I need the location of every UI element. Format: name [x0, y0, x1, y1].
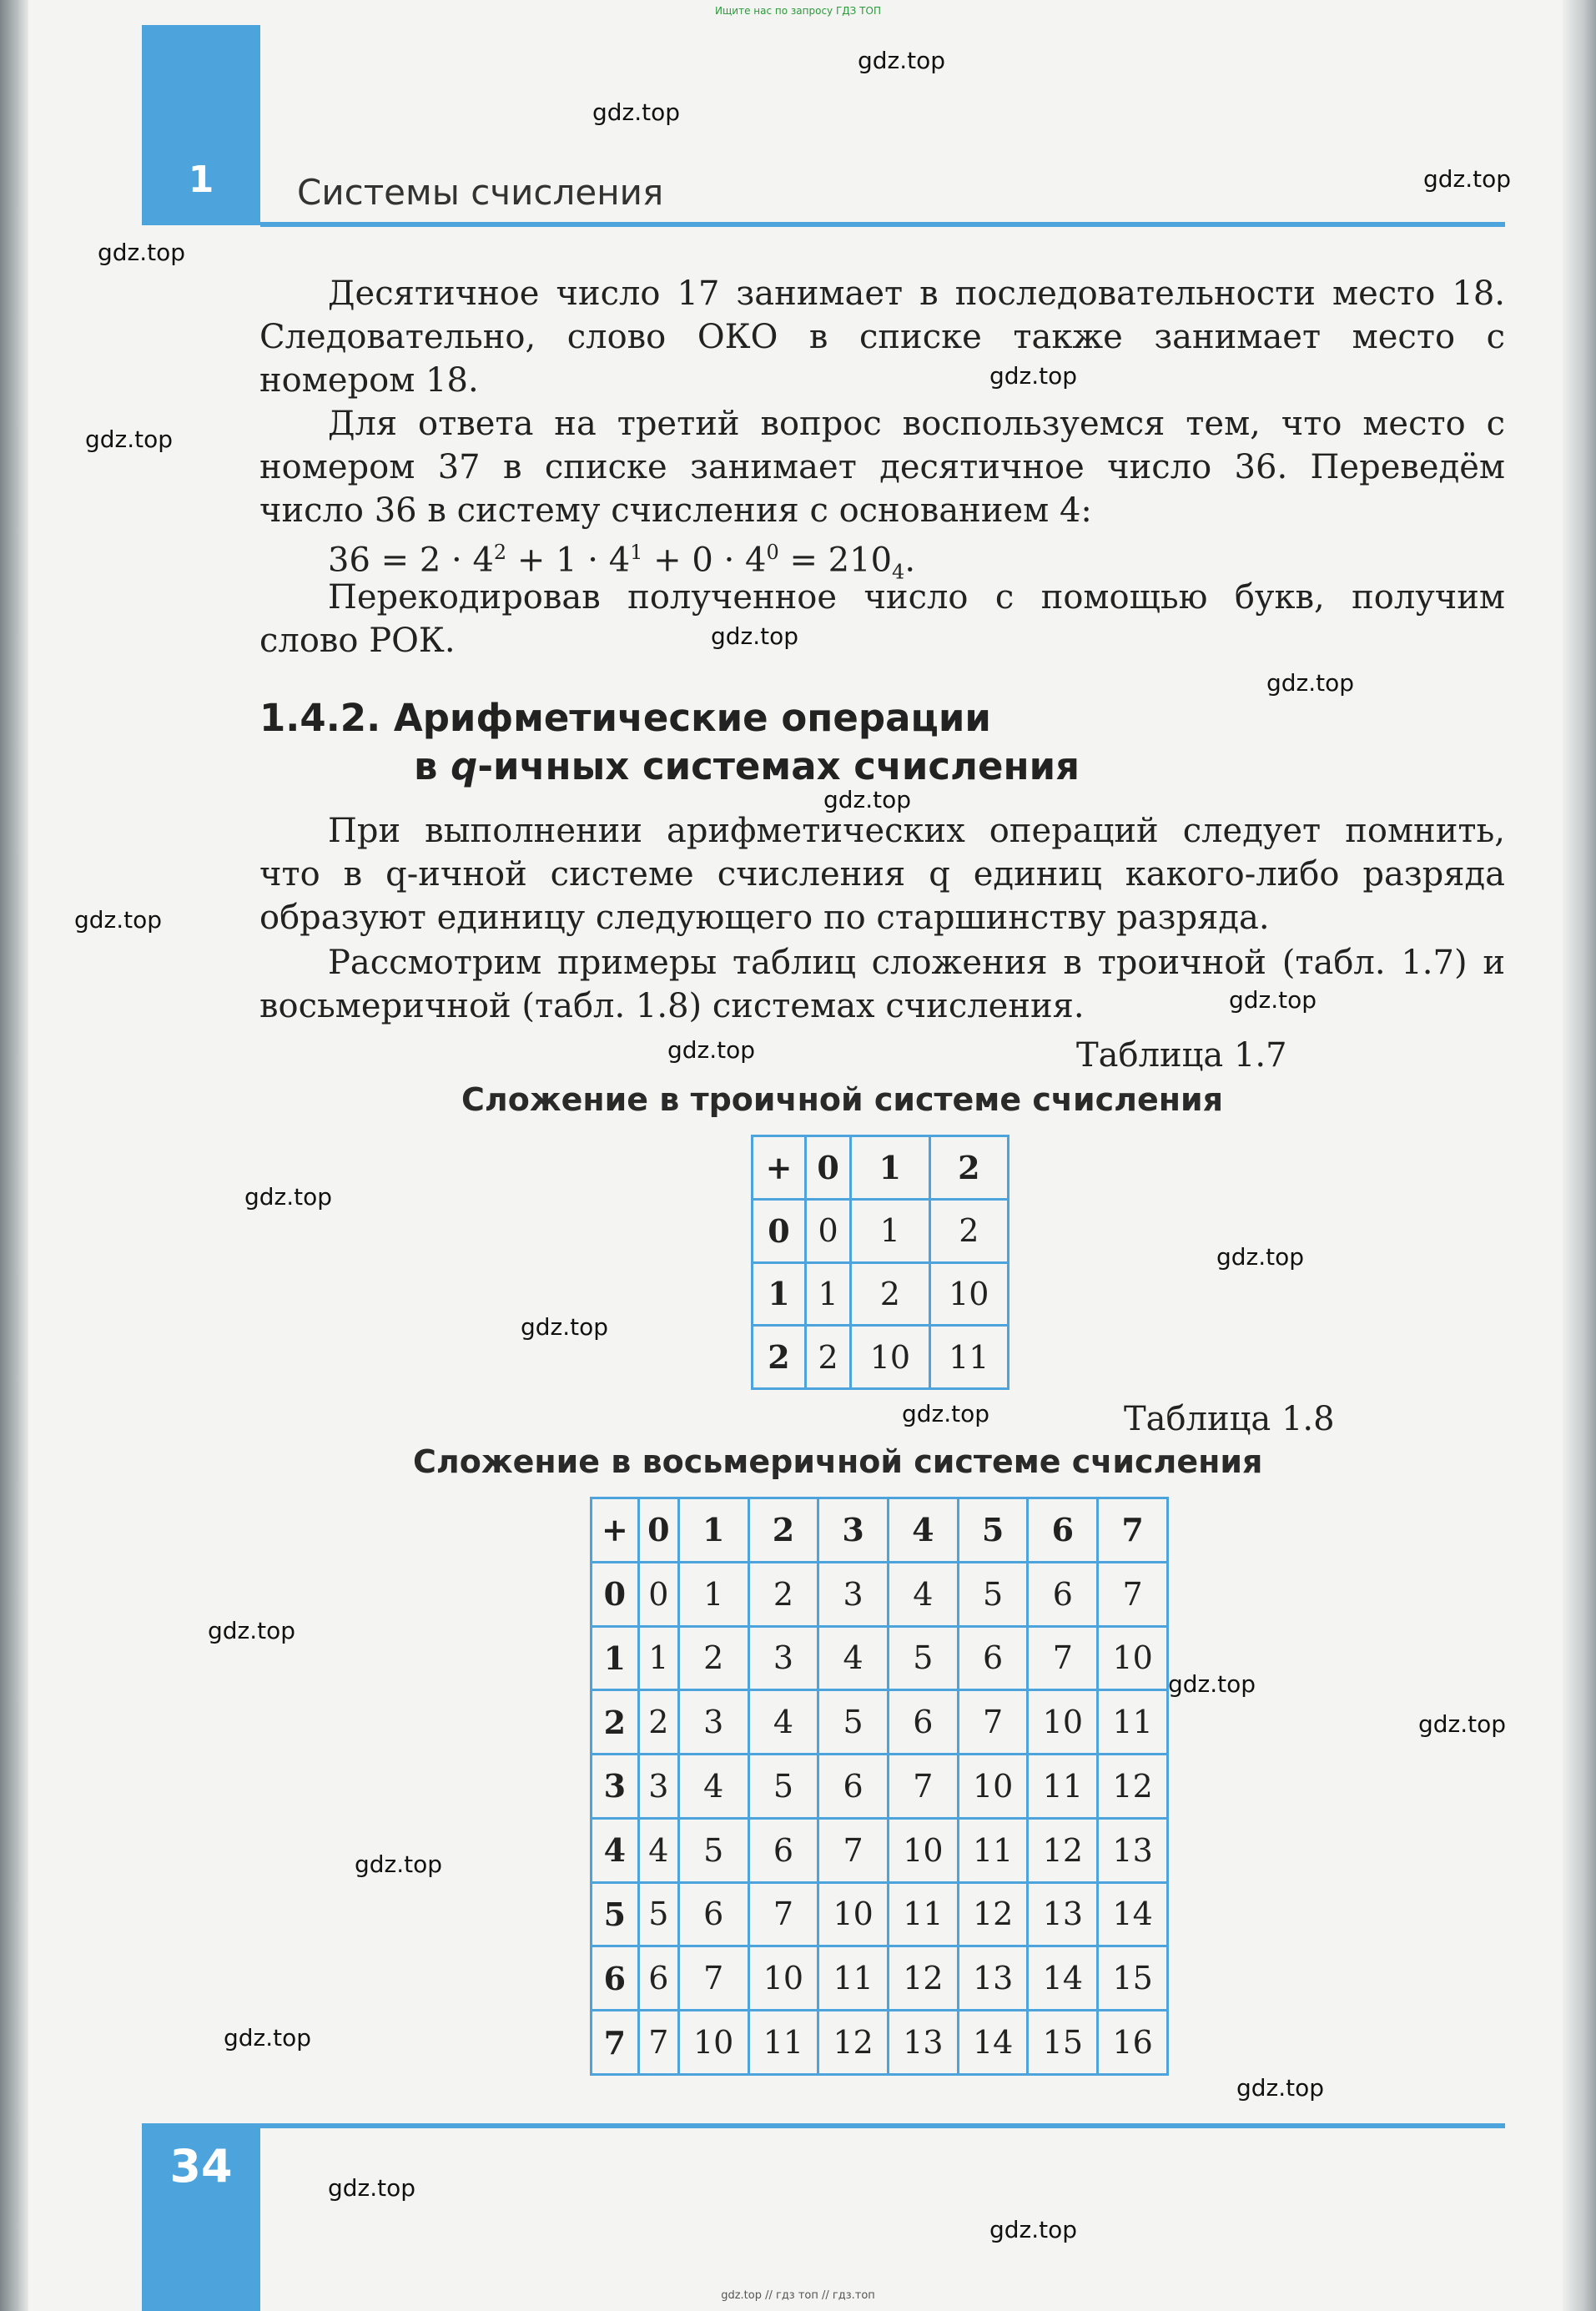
table-header-cell: 0	[638, 1498, 678, 1563]
watermark-label: gdz.top	[858, 47, 946, 74]
table-cell: 11	[1098, 1690, 1168, 1755]
table-cell: 7	[1028, 1626, 1098, 1690]
table-cell: 15	[1028, 2011, 1098, 2075]
table-row	[592, 1946, 1168, 2011]
table-cell: 10	[929, 1262, 1008, 1326]
table-cell: 4	[678, 1755, 748, 1819]
table-row-header-cell: 7	[592, 2011, 639, 2075]
table-cell: 7	[818, 1818, 889, 1882]
table-row	[592, 1882, 1168, 1946]
watermark-label: gdz.top	[1168, 1670, 1256, 1698]
running-header-title: Системы счисления	[297, 172, 664, 213]
table-row	[753, 1326, 1009, 1389]
table-cell: 3	[818, 1562, 889, 1626]
table-header-cell: 1	[678, 1498, 748, 1563]
top-watermark: Ищите нас по запросу ГДЗ ТОП	[715, 5, 881, 17]
watermark-label: gdz.top	[74, 906, 163, 934]
table-row-header-cell: 4	[592, 1818, 639, 1882]
table-cell: 6	[958, 1626, 1028, 1690]
table-header-cell: 4	[889, 1498, 959, 1563]
table-cell: 10	[748, 1946, 818, 2011]
watermark-label: gdz.top	[711, 622, 799, 650]
table-cell: 7	[748, 1882, 818, 1946]
table-cell: 10	[851, 1326, 929, 1389]
table-cell: 1	[851, 1199, 929, 1262]
table-cell: 10	[958, 1755, 1028, 1819]
table-row	[592, 1690, 1168, 1755]
table-cell: 1	[806, 1262, 851, 1326]
table-cell: 7	[958, 1690, 1028, 1755]
table-cell: 14	[1098, 1882, 1168, 1946]
table-row-header-cell: 5	[592, 1882, 639, 1946]
page-binding-shadow	[0, 0, 28, 2311]
table-cell: 11	[958, 1818, 1028, 1882]
table-header-cell: +	[592, 1498, 639, 1563]
table-cell: 14	[1028, 1946, 1098, 2011]
table-cell: 14	[958, 2011, 1028, 2075]
page-edge-shadow	[1563, 0, 1596, 2311]
table-row-header-cell: 1	[592, 1626, 639, 1690]
table-cell: 12	[818, 2011, 889, 2075]
table-cell: 4	[818, 1626, 889, 1690]
watermark-label: gdz.top	[1216, 1243, 1305, 1271]
table-cell: 5	[818, 1690, 889, 1755]
table-cell: 1	[678, 1562, 748, 1626]
table-cell: 2	[678, 1626, 748, 1690]
chapter-tab	[142, 25, 260, 225]
watermark-label: gdz.top	[328, 2174, 416, 2202]
table-cell: 2	[638, 1690, 678, 1755]
watermark-label: gdz.top	[521, 1313, 609, 1341]
table-cell: 6	[818, 1755, 889, 1819]
table-row-header-cell: 2	[753, 1326, 806, 1389]
table-row-header-cell: 1	[753, 1262, 806, 1326]
table-cell: 6	[748, 1818, 818, 1882]
table-cell: 16	[1098, 2011, 1168, 2075]
watermark-label: gdz.top	[823, 786, 912, 813]
table-header-cell: 1	[851, 1136, 929, 1200]
table-cell: 10	[1098, 1626, 1168, 1690]
table-row-header-cell: 0	[753, 1199, 806, 1262]
table-cell: 10	[678, 2011, 748, 2075]
table-cell: 6	[678, 1882, 748, 1946]
table-cell: 2	[748, 1562, 818, 1626]
table-cell: 7	[889, 1755, 959, 1819]
ternary-addition-table	[751, 1135, 1009, 1390]
table-header-cell: 7	[1098, 1498, 1168, 1563]
table-2-title: Сложение в восьмеричной системе счисления	[413, 1443, 1263, 1480]
page-number: 34	[169, 2140, 233, 2193]
table-header-cell: 0	[806, 1136, 851, 1200]
table-header-cell: 5	[958, 1498, 1028, 1563]
table-header-cell: 3	[818, 1498, 889, 1563]
table-cell: 3	[678, 1690, 748, 1755]
paragraph-1: Десятичное число 17 занимает в последовательности место 18. Следовательно, слово ОКО в списке также занимает место с номером 18.	[259, 274, 1505, 400]
table-row	[592, 1626, 1168, 1690]
page-number-tab	[142, 2123, 260, 2311]
table-cell: 10	[889, 1818, 959, 1882]
table-header-cell: 2	[929, 1136, 1008, 1200]
paragraph-4: При выполнении арифметических операций следует помнить, что в q-ичной системе счисления q единиц какого-либо разряда образуют единицу следующего по старшинству разряда.	[259, 812, 1505, 937]
table-cell: 2	[929, 1199, 1008, 1262]
table-cell: 5	[678, 1818, 748, 1882]
table-cell: 6	[638, 1946, 678, 2011]
table-cell: 4	[889, 1562, 959, 1626]
footer-rule	[260, 2123, 1505, 2128]
table-cell: 4	[638, 1818, 678, 1882]
table-cell: 4	[748, 1690, 818, 1755]
table-cell: 13	[1098, 1818, 1168, 1882]
table-2-caption: Таблица 1.8	[1124, 1400, 1335, 1438]
bottom-watermark: gdz.top // гдз топ // гдз.топ	[721, 2289, 875, 2302]
table-cell: 13	[889, 2011, 959, 2075]
table-cell: 15	[1098, 1946, 1168, 2011]
table-cell: 12	[1098, 1755, 1168, 1819]
table-cell: 13	[958, 1946, 1028, 2011]
watermark-label: gdz.top	[208, 1617, 296, 1644]
header-rule	[260, 222, 1505, 227]
table-row	[592, 2011, 1168, 2075]
table-cell: 3	[748, 1626, 818, 1690]
watermark-label: gdz.top	[355, 1850, 443, 1878]
section-heading: 1.4.2. Арифметические операции в q-ичных системах счисления	[259, 696, 1080, 788]
table-header-row	[753, 1136, 1009, 1200]
table-cell: 7	[638, 2011, 678, 2075]
chapter-number: 1	[188, 159, 214, 201]
table-cell: 6	[1028, 1562, 1098, 1626]
watermark-label: gdz.top	[244, 1183, 333, 1211]
table-row-header-cell: 6	[592, 1946, 639, 2011]
table-row	[753, 1262, 1009, 1326]
table-cell: 11	[748, 2011, 818, 2075]
octal-addition-table	[590, 1497, 1169, 2076]
table-cell: 7	[1098, 1562, 1168, 1626]
table-cell: 0	[806, 1199, 851, 1262]
table-cell: 12	[958, 1882, 1028, 1946]
conversion-equation: $36 = 2 \cdot 4^2 + 1 \cdot 4^1 + 0 \cdot 4^0 = 210_4$.	[328, 541, 916, 584]
table-header-row	[592, 1498, 1168, 1563]
table-cell: 10	[1028, 1690, 1098, 1755]
watermark-label: gdz.top	[1266, 669, 1355, 697]
table-cell: 2	[806, 1326, 851, 1389]
table-row	[592, 1755, 1168, 1819]
table-row-header-cell: 2	[592, 1690, 639, 1755]
table-cell: 13	[1028, 1882, 1098, 1946]
table-row-header-cell: 3	[592, 1755, 639, 1819]
table-cell: 5	[889, 1626, 959, 1690]
watermark-label: gdz.top	[85, 425, 174, 453]
watermark-label: gdz.top	[592, 98, 681, 126]
table-1-caption: Таблица 1.7	[1076, 1036, 1287, 1075]
table-1-title: Сложение в троичной системе счисления	[461, 1081, 1224, 1118]
table-row	[592, 1562, 1168, 1626]
watermark-label: gdz.top	[98, 239, 186, 266]
watermark-label: gdz.top	[989, 362, 1078, 390]
table-cell: 6	[889, 1690, 959, 1755]
table-cell: 2	[851, 1262, 929, 1326]
watermark-label: gdz.top	[1229, 986, 1317, 1014]
table-cell: 5	[958, 1562, 1028, 1626]
table-cell: 10	[818, 1882, 889, 1946]
table-header-cell: 2	[748, 1498, 818, 1563]
table-cell: 11	[818, 1946, 889, 2011]
table-header-cell: +	[753, 1136, 806, 1200]
watermark-label: gdz.top	[1236, 2074, 1325, 2102]
table-cell: 1	[638, 1626, 678, 1690]
table-cell: 11	[929, 1326, 1008, 1389]
table-cell: 12	[1028, 1818, 1098, 1882]
table-row-header-cell: 0	[592, 1562, 639, 1626]
table-cell: 7	[678, 1946, 748, 2011]
table-cell: 0	[638, 1562, 678, 1626]
table-row	[592, 1818, 1168, 1882]
watermark-label: gdz.top	[224, 2024, 312, 2052]
table-row	[753, 1199, 1009, 1262]
watermark-label: gdz.top	[667, 1036, 756, 1064]
table-cell: 11	[889, 1882, 959, 1946]
table-cell: 12	[889, 1946, 959, 2011]
watermark-label: gdz.top	[1418, 1710, 1507, 1738]
paragraph-2: Для ответа на третий вопрос воспользуемся тем, что место с номером 37 в списке занимает десятичное число 36. Переведём число 36 в систему счисления с основанием 4:	[259, 405, 1505, 530]
watermark-label: gdz.top	[989, 2216, 1078, 2243]
table-cell: 5	[638, 1882, 678, 1946]
paragraph-3: Перекодировав полученное число с помощью букв, получим слово РОК.	[259, 578, 1505, 660]
table-header-cell: 6	[1028, 1498, 1098, 1563]
table-cell: 11	[1028, 1755, 1098, 1819]
table-cell: 3	[638, 1755, 678, 1819]
table-cell: 5	[748, 1755, 818, 1819]
watermark-label: gdz.top	[1423, 165, 1512, 193]
watermark-label: gdz.top	[902, 1400, 990, 1427]
paragraph-5: Рассмотрим примеры таблиц сложения в троичной (табл. 1.7) и восьмеричной (табл. 1.8) системах счисления.	[259, 944, 1505, 1025]
